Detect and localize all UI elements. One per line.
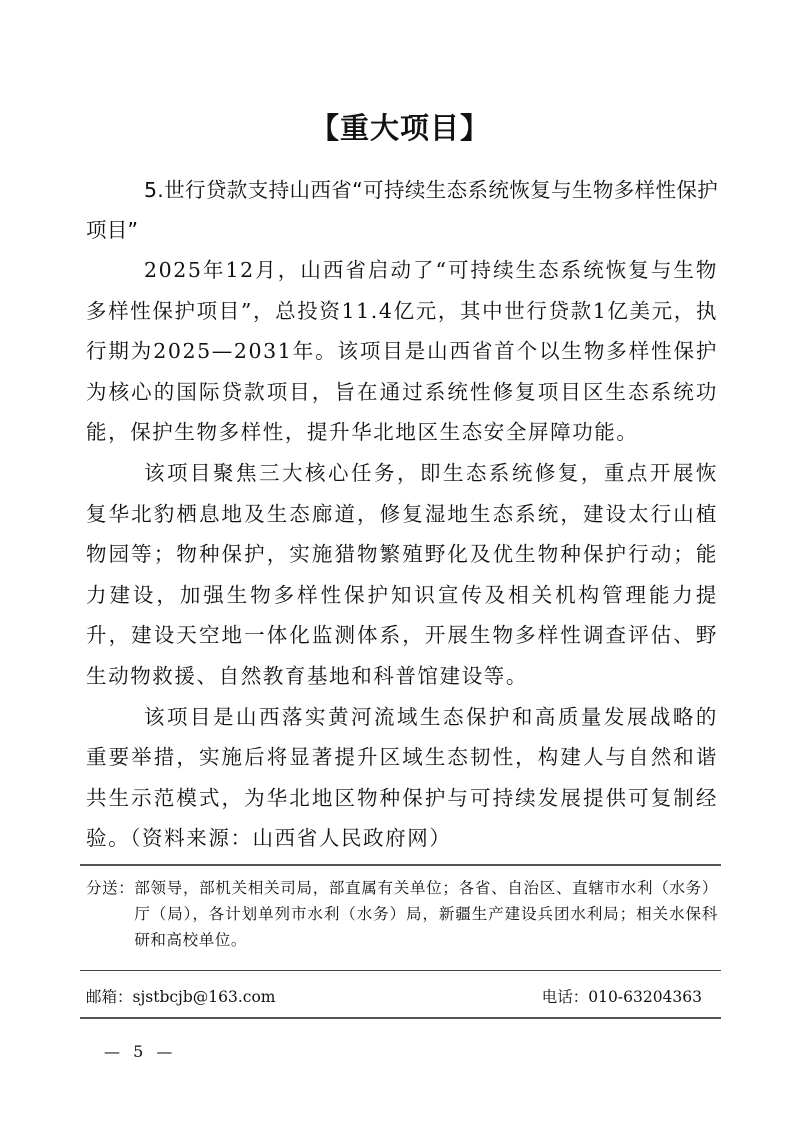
divider-top bbox=[80, 864, 721, 866]
divider-middle bbox=[80, 970, 721, 971]
section-title: 【重大项目】 bbox=[309, 111, 490, 145]
divider-bottom bbox=[80, 1017, 721, 1019]
contact-email: 邮箱：sjstbcjb@163.com bbox=[86, 988, 276, 1006]
article bbox=[86, 170, 718, 859]
article-headline: 5.世行贷款支持山西省“可持续生态系统恢复与生物多样性保护项目” bbox=[86, 178, 718, 242]
distribution-text: 部领导，部机关相关司局，部直属有关单位；各省、自治区、直辖市水利（水务）厅（局），各计划单列市水利（水务）局，新疆生产建设兵团水利局；相关水保科研和高校单位。 bbox=[134, 879, 718, 949]
article-paragraph: 2025年12月，山西省启动了“可持续生态系统恢复与生物多样性保护项目”，总投资11.4亿元，其中世行贷款1亿美元，执行期为2025—2031年。该项目是山西省首个以生物多样性保护为核心的国际贷款项目，旨在通过系统性修复项目区生态系统功能，保护生物多样性，提升华北地区生态安全屏障功能。 bbox=[86, 258, 718, 445]
distribution-label: 分送： bbox=[86, 879, 135, 897]
distribution-list bbox=[86, 875, 718, 953]
contact-info bbox=[86, 985, 702, 1007]
article-paragraph: 该项目是山西落实黄河流域生态保护和高质量发展战略的重要举措，实施后将显著提升区域生态韧性，构建人与自然和谐共生示范模式，为华北地区物种保护与可持续发展提供可复制经验。（资料来源：山西省人民政府网） bbox=[86, 704, 718, 851]
article-paragraph: 该项目聚焦三大核心任务，即生态系统修复，重点开展恢复华北豹栖息地及生态廊道，修复湿地生态系统，建设太行山植物园等；物种保护，实施猎物繁殖野化及优生物种保护行动；能力建设，加强生物多样性保护知识宣传及相关机构管理能力提升，建设天空地一体化监测体系，开展生物多样性调查评估、野生动物救援、自然教育基地和科普馆建设等。 bbox=[86, 460, 718, 688]
page-number: — 5 — bbox=[104, 1042, 177, 1061]
contact-phone: 电话：010-63204363 bbox=[541, 988, 702, 1006]
